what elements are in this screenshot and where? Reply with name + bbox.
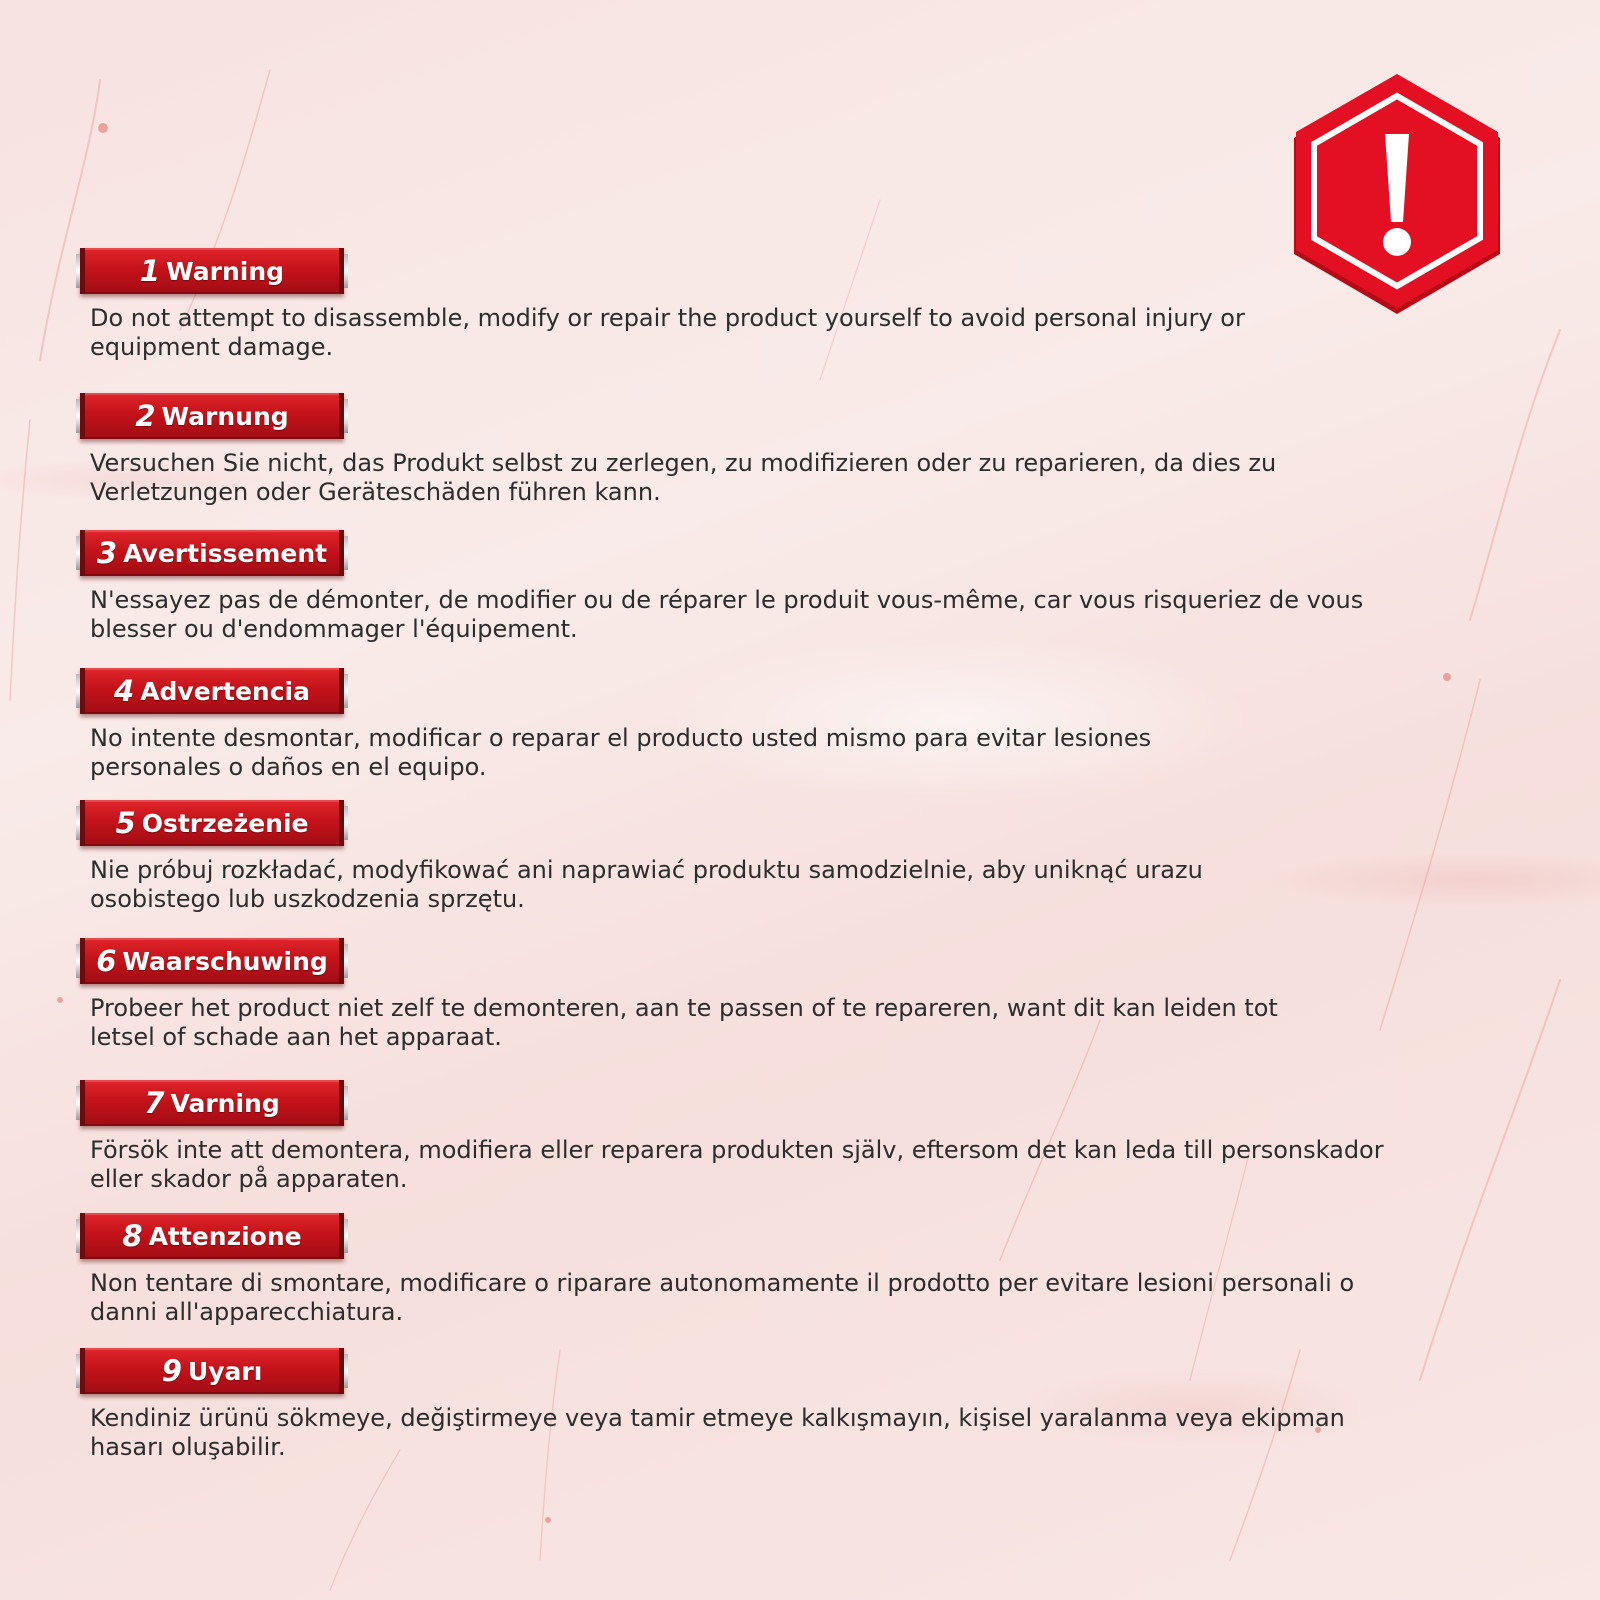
warning-section-4: [80, 668, 1420, 782]
section-title: Advertencia: [140, 676, 310, 706]
section-text: No intente desmontar, modificar o reparar el producto usted mismo para evitar lesiones personales o daños en el equipo.: [90, 724, 1152, 781]
section-title: Waarschuwing: [122, 946, 328, 976]
warning-section-1: [80, 248, 1420, 362]
section-text: Do not attempt to disassemble, modify or repair the product yourself to avoid personal injury or equipment damage.: [90, 304, 1245, 361]
section-banner: [80, 938, 344, 984]
section-number: 6: [96, 944, 117, 978]
section-number: 5: [115, 806, 136, 840]
section-number: 7: [144, 1086, 165, 1120]
section-title: Avertissement: [123, 538, 328, 568]
section-title: Varning: [170, 1088, 280, 1118]
section-number: 3: [96, 536, 118, 570]
section-banner: [80, 668, 344, 714]
section-banner: [80, 1213, 344, 1259]
section-title: Ostrzeżenie: [141, 808, 309, 838]
section-number: 1: [139, 254, 161, 288]
section-text: Probeer het product niet zelf te demonteren, aan te passen of te repareren, want dit kan leiden tot letsel of schade aan het apparaat.: [90, 994, 1278, 1051]
section-banner: [80, 800, 344, 846]
section-banner: [80, 248, 344, 294]
section-number: 8: [122, 1219, 143, 1253]
section-title: Attenzione: [148, 1221, 302, 1251]
section-text: Non tentare di smontare, modificare o riparare autonomamente il prodotto per evitare lesioni personali o danni all'apparecchiatura.: [90, 1269, 1355, 1326]
section-title: Warnung: [161, 401, 289, 431]
section-title: Warning: [166, 256, 285, 286]
section-number: 9: [161, 1354, 182, 1388]
section-text: Försök inte att demontera, modifiera eller reparera produkten själv, eftersom det kan leda till personskador eller skador på apparaten.: [90, 1136, 1384, 1193]
warning-section-5: [80, 800, 1420, 914]
section-number: 2: [135, 399, 156, 433]
warning-section-8: [80, 1213, 1420, 1327]
section-title: Uyarı: [187, 1356, 263, 1386]
section-banner: [80, 393, 344, 439]
warning-section-6: [80, 938, 1420, 1052]
section-banner: [80, 530, 344, 576]
warning-section-7: [80, 1080, 1420, 1194]
section-number: 4: [114, 674, 135, 708]
section-text: Versuchen Sie nicht, das Produkt selbst zu zerlegen, zu modifizieren oder zu reparieren, da dies zu Verletzungen oder Geräteschäden führen kann.: [90, 449, 1277, 506]
warning-section-9: [80, 1348, 1420, 1462]
section-banner: [80, 1080, 344, 1126]
section-text: N'essayez pas de démonter, de modifier ou de réparer le produit vous-même, car vous risqueriez de vous blesser ou d'endommager l'équipement.: [90, 586, 1364, 643]
section-text: Nie próbuj rozkładać, modyfikować ani naprawiać produktu samodzielnie, aby uniknąć urazu osobistego lub uszkodzenia sprzętu.: [90, 856, 1203, 913]
warning-section-3: [80, 530, 1420, 644]
warning-section-2: [80, 393, 1420, 507]
section-banner: [80, 1348, 344, 1394]
section-text: Kendiniz ürünü sökmeye, değiştirmeye veya tamir etmeye kalkışmayın, kişisel yaralanma veya ekipman hasarı oluşabilir.: [90, 1404, 1345, 1461]
